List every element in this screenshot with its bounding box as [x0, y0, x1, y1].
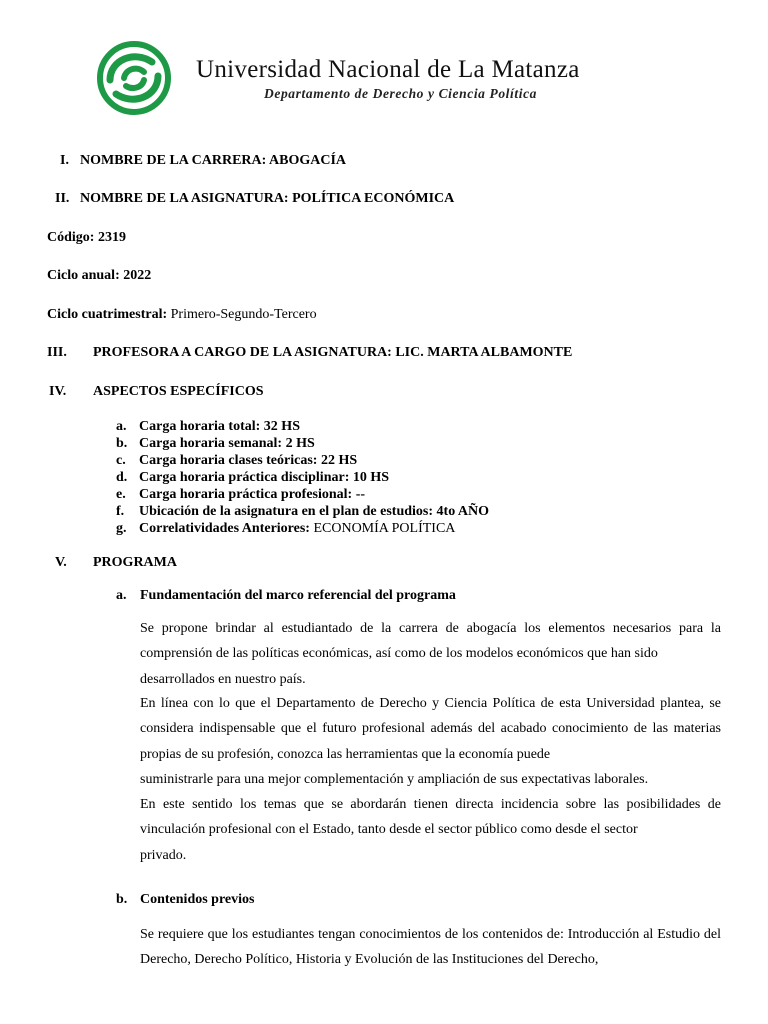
paragraph-text: Se requiere que los estudiantes tengan conocimientos de los contenidos de: Introducción al Estudio del Derecho, Derecho Político, Historia y Evolución de las Instituciones del Derecho,	[140, 927, 721, 968]
paragraph-fundamentacion-3	[140, 792, 721, 868]
list-item	[116, 469, 389, 486]
ciclo-cuatrimestral-label: Ciclo cuatrimestral:	[47, 307, 168, 322]
section-heading-profesora: PROFESORA A CARGO DE LA ASIGNATURA: LIC. MARTA ALBAMONTE	[93, 345, 573, 360]
list-marker: g.	[116, 521, 127, 536]
section-number: II.	[55, 191, 70, 206]
paragraph-contenidos-1	[140, 922, 721, 973]
ciclo-anual-line: Ciclo anual: 2022	[47, 268, 152, 283]
paragraph-text: privado.	[140, 847, 187, 863]
section-heading-aspectos: ASPECTOS ESPECÍFICOS	[93, 384, 264, 399]
section-heading-programa: PROGRAMA	[93, 555, 177, 570]
list-item	[116, 418, 300, 435]
subsection-marker: b.	[116, 892, 128, 907]
list-text: Carga horaria semanal: 2 HS	[139, 436, 315, 451]
codigo-line: Código: 2319	[47, 230, 126, 245]
subsection-title-contenidos: Contenidos previos	[140, 892, 255, 907]
paragraph-text: En línea con lo que el Departamento de Derecho y Ciencia Política de esta Universidad plantea, se considera indispensable que el futuro profesional además del acabado conocimiento de las materias propias de su profesión, conozca las herramientas que la economía puede	[140, 696, 721, 762]
list-extra: ECONOMÍA POLÍTICA	[309, 521, 456, 536]
list-text: Carga horaria clases teóricas: 22 HS	[139, 453, 358, 468]
section-number: I.	[60, 153, 69, 168]
paragraph-fundamentacion-2	[140, 691, 721, 792]
ciclo-cuatrimestral-value: Primero-Segundo-Tercero	[170, 307, 317, 322]
list-item	[116, 520, 455, 537]
section-number: IV.	[49, 384, 67, 399]
letterhead	[96, 40, 696, 120]
subsection-title-fundamentacion: Fundamentación del marco referencial del programa	[140, 588, 456, 603]
university-name: Universidad Nacional de La Matanza	[196, 56, 580, 83]
list-marker: c.	[116, 453, 126, 468]
ciclo-cuatrimestral-line	[47, 306, 317, 324]
list-marker: d.	[116, 470, 128, 485]
paragraph-text: suministrarle para una mejor complementación y ampliación de sus expectativas laborales.	[140, 771, 649, 787]
list-text: Ubicación de la asignatura en el plan de estudios: 4to AÑO	[139, 504, 490, 519]
list-marker: a.	[116, 419, 127, 434]
list-item	[116, 503, 489, 520]
list-marker: b.	[116, 436, 128, 451]
paragraph-text: desarrollados en nuestro país.	[140, 671, 306, 687]
section-number: V.	[55, 555, 67, 570]
paragraph-fundamentacion-1	[140, 616, 721, 692]
list-text: Correlatividades Anteriores:	[139, 521, 310, 536]
university-logo-icon	[96, 40, 172, 116]
paragraph-text: Se propone brindar al estudiantado de la carrera de abogacía los elementos necesarios para la comprensión de las políticas económicas, así como de los modelos económicos que han sido	[140, 621, 721, 662]
list-item	[116, 486, 365, 503]
list-marker: f.	[116, 504, 125, 519]
department-name: Departamento de Derecho y Ciencia Política	[264, 86, 538, 101]
section-number: III.	[47, 345, 67, 360]
list-item	[116, 452, 357, 469]
section-heading-carrera: NOMBRE DE LA CARRERA: ABOGACÍA	[80, 153, 347, 168]
section-heading-asignatura: NOMBRE DE LA ASIGNATURA: POLÍTICA ECONÓMICA	[80, 191, 455, 206]
list-text: Carga horaria práctica disciplinar: 10 HS	[139, 470, 390, 485]
paragraph-text: En este sentido los temas que se abordarán tienen directa incidencia sobre las posibilidades de vinculación profesional con el Estado, tanto desde el sector público como desde el sector	[140, 797, 721, 838]
list-text: Carga horaria práctica profesional: --	[139, 487, 366, 502]
subsection-marker: a.	[116, 588, 127, 603]
list-item	[116, 435, 315, 452]
list-text: Carga horaria total: 32 HS	[139, 419, 300, 434]
list-marker: e.	[116, 487, 126, 502]
